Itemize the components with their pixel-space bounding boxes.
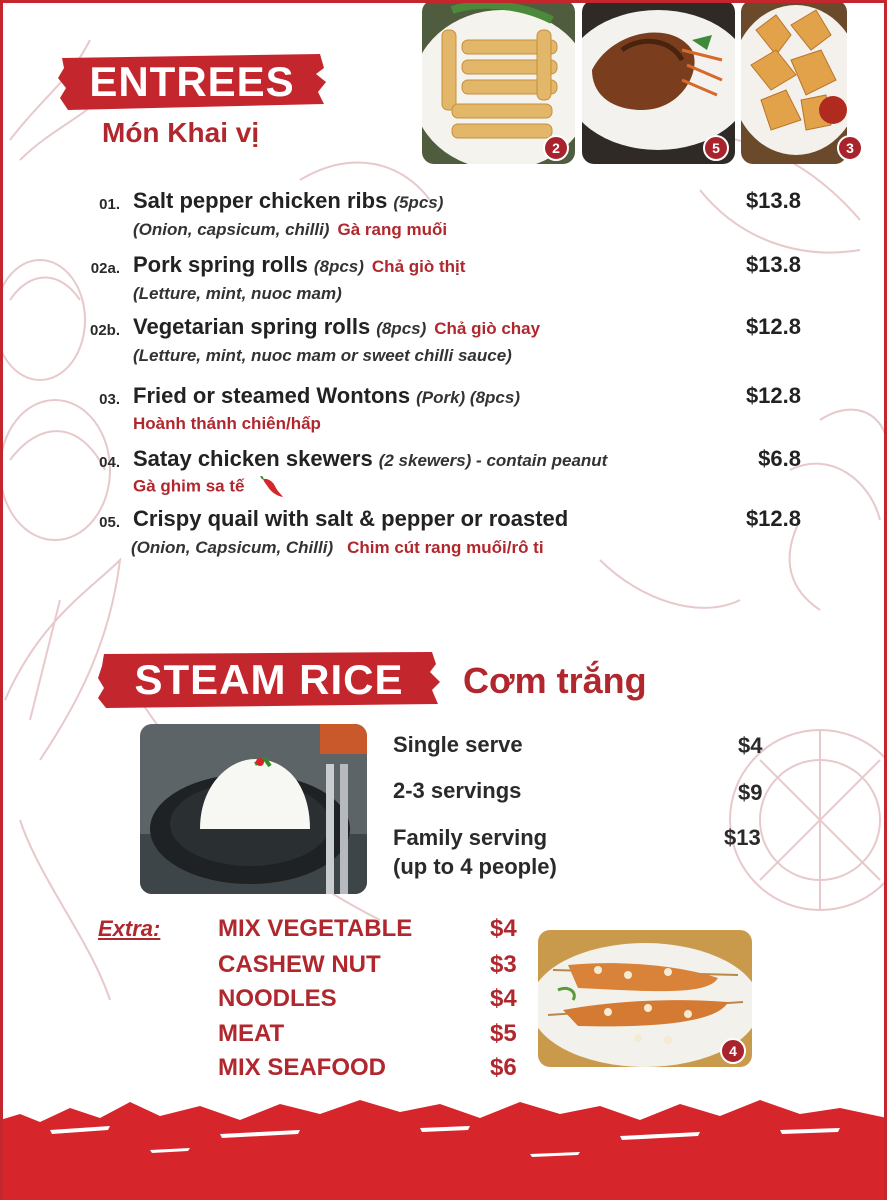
item-name: Crispy quail with salt & pepper or roasted [133,506,569,531]
extra-label: Extra: [98,916,161,941]
item-price: $13.8 [745,188,801,213]
item-name: Pork spring rolls [133,252,308,277]
item-description: (Letture, mint, nuoc mam or sweet chilli sauce) [133,346,512,365]
item-vietnamese-name: Gà ghim sa tế [133,476,245,496]
item-description-row [133,476,285,498]
steam-rice-banner [98,650,440,710]
item-name-row [133,446,607,472]
item-number: 05. [99,514,120,531]
entrees-banner [58,52,326,112]
rice-option-sublabel: (up to 4 people) [393,854,557,879]
item-vietnamese-name: Chả giò chay [434,319,541,338]
rice-option-label: 2-3 servings [393,778,522,803]
steam-rice-subtitle: Cơm trắng [463,660,647,701]
item-price: $6.8 [758,446,801,471]
rice-option-label: Family serving [393,825,548,850]
extra-item-price: $5 [490,1020,517,1047]
extra-item-price: $4 [490,915,517,942]
item-name-row [133,314,540,340]
item-quantity: (5pcs) [393,193,444,212]
steam-rice-title: STEAM RICE [134,656,404,703]
item-name-row [133,188,443,214]
item-description-row [133,220,447,240]
item-price: $12.8 [745,314,801,339]
item-quantity: (8pcs) [376,319,427,338]
item-name: Salt pepper chicken ribs [133,188,388,213]
item-number: 02b. [89,322,120,339]
photo-badge: 4 [720,1038,746,1064]
item-description: (Onion, Capsicum, Chilli) [131,538,334,557]
item-name-row [133,252,465,278]
item-name: Vegetarian spring rolls [133,314,371,339]
extra-item-name: MIX VEGETABLE [218,915,413,942]
rice-option-price: $4 [738,733,763,758]
extra-item-name: MIX SEAFOOD [218,1054,387,1081]
item-price: $13.8 [745,252,801,277]
item-number: 04. [99,454,120,471]
item-description-row [133,414,321,434]
item-quantity: (2 skewers) - contain peanut [378,451,608,470]
item-vietnamese-name: Chim cút rang muối/rô ti [347,538,544,557]
extra-item-price: $6 [490,1054,517,1081]
item-number: 03. [99,391,120,408]
item-description: (Letture, mint, nuoc mam) [133,284,342,303]
extra-item-name: MEAT [218,1020,285,1047]
rice-option-price: $13 [724,825,761,850]
extra-item-price: $4 [490,985,517,1012]
item-name-row [133,383,520,409]
item-number: 01. [99,196,120,213]
rice-option-price: $9 [738,780,763,805]
photo-badge: 5 [703,135,729,161]
entrees-title: ENTREES [89,58,295,105]
item-price: $12.8 [745,383,801,408]
item-vietnamese-name: Gà rang muối [337,220,448,239]
rice-option-label: Single serve [393,732,523,757]
bottom-brush-band [0,1090,887,1200]
item-name: Satay chicken skewers [133,446,373,471]
photo-badge: 2 [543,135,569,161]
extra-item-name: NOODLES [218,985,337,1012]
item-number: 02a. [90,260,120,277]
item-quantity: (Pork) (8pcs) [416,388,520,407]
item-vietnamese-name: Hoành thánh chiên/hấp [133,414,321,433]
chilli-icon [259,476,285,498]
item-description: (Onion, capsicum, chilli) [133,220,330,239]
item-name: Fried or steamed Wontons [133,383,411,408]
wontons-photo [741,0,847,164]
extra-item-price: $3 [490,951,517,978]
item-vietnamese-name: Chả giò thịt [371,257,466,276]
photo-badge: 3 [837,135,863,161]
top-border [0,0,887,3]
extra-item-name: CASHEW NUT [218,951,381,978]
item-description-row [131,538,544,558]
entrees-subtitle: Món Khai vị [102,117,260,148]
item-quantity: (8pcs) [313,257,364,276]
rice-photo [140,724,367,894]
left-border [0,0,3,1200]
item-price: $12.8 [745,506,801,531]
